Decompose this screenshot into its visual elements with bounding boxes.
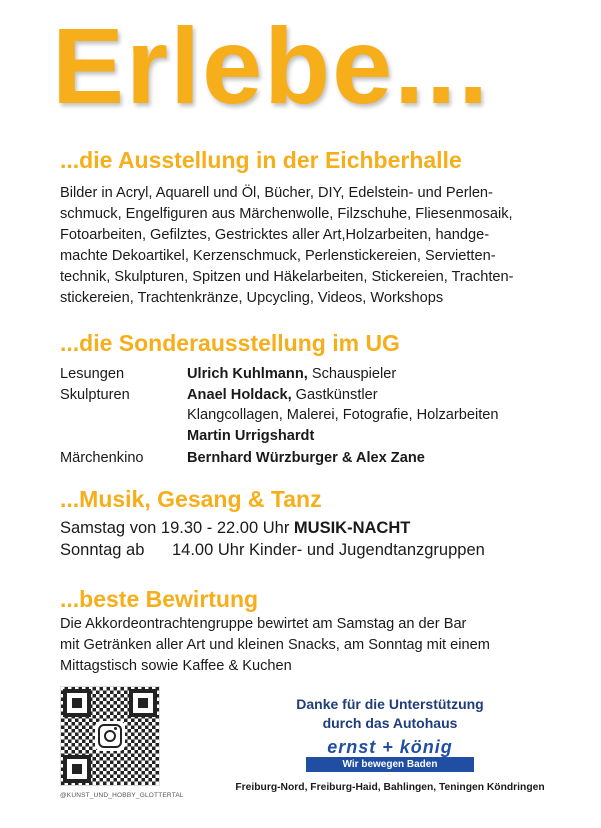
- sponsor-autohaus: durch das Autohaus: [322, 715, 458, 731]
- sonder-detail: Gastkünstler: [291, 387, 378, 403]
- ausstellung-text: Bilder in Acryl, Aquarell und Öl, Bücher, DIY, Edelstein- und Perlen- schmuck, Engelfiguren aus Märchenwolle, Filzschuhe, Fliesenmosaik, Fotoarbeiten, Gefilztes, Gestricktes aller Art,Holzarbeiten, handge- machte Dekoartikel, Kerzenschmuck, Perlenstickereien, Servietten- technik, Skulpturen, Spitzen und Häkelarbeiten, Stickereien, Trachten- stickereien, Trachtenkränze, Upcycling, Videos, Workshops: [60, 185, 514, 306]
- sonder-name: Martin Urrigshardt: [187, 428, 315, 444]
- qr-code[interactable]: [60, 686, 160, 786]
- musik-day: Sonntag ab: [60, 541, 145, 559]
- musik-day: Samstag von: [60, 519, 157, 537]
- musik-event: MUSIK-NACHT: [293, 519, 411, 537]
- qr-finder: [63, 689, 91, 717]
- qr-finder: [63, 755, 91, 783]
- logo-name: ernst + könig: [327, 737, 453, 757]
- sonder-label: Lesungen: [60, 366, 125, 382]
- sponsor-locations: Freiburg-Nord, Freiburg-Haid, Bahlingen, Teningen Köndringen: [235, 782, 545, 793]
- sonder-detail: Klangcollagen, Malerei, Fotografie, Holzarbeiten: [187, 407, 499, 423]
- musik-row: [60, 541, 485, 560]
- qr-finder: [129, 689, 157, 717]
- musik-time: 14.00 Uhr Kinder- und Jugendtanzgruppen: [172, 541, 485, 559]
- section-title-sonder: ...die Sonderausstellung im UG: [60, 330, 400, 356]
- sponsor-thanks: Danke für die Unterstützung: [296, 696, 484, 712]
- sonder-name: Bernhard Würzburger & Alex Zane: [187, 450, 425, 466]
- sonder-name: Anael Holdack,: [187, 387, 292, 403]
- headline: Erlebe...: [52, 5, 491, 126]
- section-title-bewirtung: ...beste Bewirtung: [60, 586, 259, 612]
- musik-row: [60, 519, 410, 538]
- bewirtung-text: Die Akkordeontrachtengruppe bewirtet am Samstag an der Bar mit Getränken aller Art und kleinen Snacks, am Sonntag mit einem Mittagstisch sowie Kaffee & Kuchen: [60, 616, 490, 674]
- section-title-ausstellung: ...die Ausstellung in der Eichberhalle: [60, 147, 462, 173]
- sponsor-logo: [290, 738, 490, 772]
- sonder-label: Märchenkino: [60, 450, 144, 466]
- sonder-detail: Schauspieler: [307, 366, 397, 382]
- sonder-name: Ulrich Kuhlmann,: [187, 366, 308, 382]
- section-title-musik: ...Musik, Gesang & Tanz: [60, 486, 322, 512]
- qr-caption: @KUNST_UND_HOBBY_GLOTTERTAL: [60, 792, 184, 799]
- instagram-icon: [95, 721, 125, 751]
- musik-time: 19.30 - 22.00 Uhr: [160, 519, 290, 537]
- logo-slogan: Wir bewegen Baden: [306, 757, 474, 772]
- sonder-label: Skulpturen: [60, 387, 130, 403]
